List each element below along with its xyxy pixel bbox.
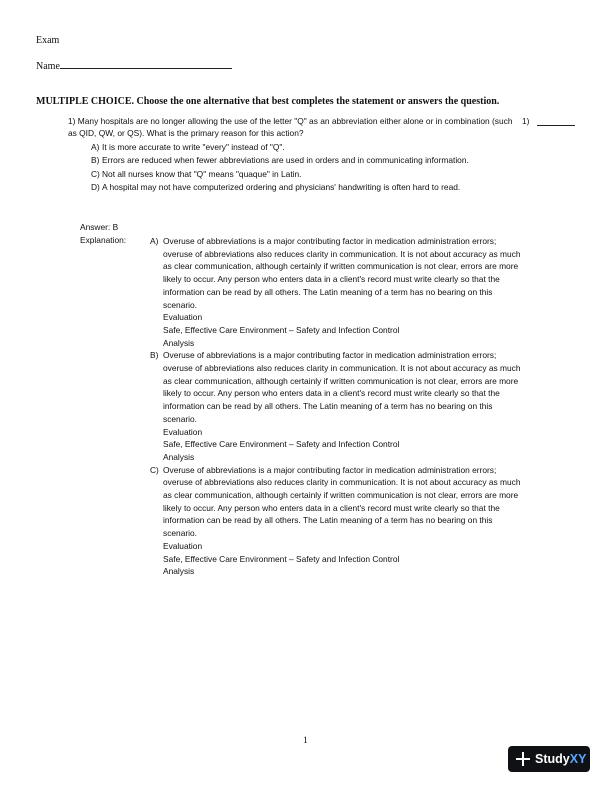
explanation-c bbox=[150, 464, 522, 578]
option-text: Not all nurses know that "Q" means "quaque" in Latin. bbox=[102, 168, 302, 179]
explanation-category: Safe, Effective Care Environment – Safety and Infection Control bbox=[163, 324, 400, 335]
option-text: It is more accurate to write "every" instead of "Q". bbox=[102, 142, 285, 152]
page-number: 1 bbox=[303, 736, 308, 746]
explanation-type: Analysis bbox=[163, 566, 195, 577]
explanation-type: Analysis bbox=[163, 337, 195, 348]
name-label: Name bbox=[36, 61, 60, 72]
answer-line bbox=[80, 222, 118, 232]
brand-name bbox=[535, 752, 586, 766]
explanation-label: Explanation: bbox=[80, 235, 127, 245]
answer-value: B bbox=[112, 222, 119, 232]
option-b bbox=[91, 155, 511, 167]
exam-label: Exam bbox=[36, 35, 60, 46]
question-1 bbox=[68, 116, 516, 139]
section-heading: MULTIPLE CHOICE. Choose the one alternative that best completes the statement or answers the question. bbox=[36, 96, 500, 107]
name-blank-line bbox=[60, 59, 232, 69]
option-letter: B) bbox=[91, 155, 100, 166]
explanations-list bbox=[150, 235, 522, 578]
explanation-letter: C) bbox=[150, 464, 159, 475]
explanation-level: Evaluation bbox=[163, 540, 203, 551]
option-letter: D) bbox=[91, 181, 100, 192]
answer-blank-line bbox=[537, 125, 575, 126]
option-text: Errors are reduced when fewer abbreviations are used in orders and in communicating information. bbox=[102, 155, 469, 166]
explanation-a bbox=[150, 235, 522, 349]
option-letter: C) bbox=[91, 168, 100, 179]
explanation-category: Safe, Effective Care Environment – Safety and Infection Control bbox=[163, 553, 400, 564]
option-d bbox=[91, 182, 511, 194]
brand-name-xy: XY bbox=[569, 752, 587, 766]
explanation-b bbox=[150, 349, 522, 463]
options-list bbox=[91, 142, 511, 195]
explanation-type: Analysis bbox=[163, 451, 195, 462]
explanation-letter: A) bbox=[150, 236, 159, 246]
name-field-row bbox=[36, 59, 232, 72]
studyxy-badge[interactable] bbox=[508, 746, 590, 772]
plus-icon bbox=[516, 752, 530, 766]
explanation-category: Safe, Effective Care Environment – Safety and Infection Control bbox=[163, 439, 400, 450]
question-text: Many hospitals are no longer allowing the use of the letter "Q" as an abbreviation either alone or in combination (such as QID, QW, or QS). What is the primary reason for this action? bbox=[68, 116, 513, 138]
explanation-level: Evaluation bbox=[163, 312, 203, 323]
explanation-letter: B) bbox=[150, 350, 159, 361]
explanation-level: Evaluation bbox=[163, 426, 203, 437]
option-a bbox=[91, 142, 511, 154]
answer-number-right: 1) bbox=[522, 116, 530, 126]
answer-label: Answer: bbox=[80, 222, 111, 232]
option-text: A hospital may not have computerized ordering and physicians' handwriting is often hard to read. bbox=[102, 181, 461, 192]
explanation-text: Overuse of abbreviations is a major contributing factor in medication administration errors; overuse of abbreviations also reduces clarity in communication. It is not about accuracy as much as clear communication, although certainly if written communication is not clear, errors are more likely to occur. Any person who enters data in a client's record must write clearly so that the information can be read by all others. The Latin meaning of a term has no bearing on this scenario. bbox=[163, 236, 521, 310]
option-c bbox=[91, 169, 511, 181]
brand-name-study: Study bbox=[535, 752, 570, 766]
option-letter: A) bbox=[91, 142, 100, 152]
explanation-text: Overuse of abbreviations is a major contributing factor in medication administration errors; overuse of abbreviations also reduces clarity in communication. It is not about accuracy as much as clear communication, although certainly if written communication is not clear, errors are more likely to occur. Any person who enters data in a client's record must write clearly so that the information can be read by all others. The Latin meaning of a term has no bearing on this scenario. bbox=[163, 464, 521, 539]
explanation-text: Overuse of abbreviations is a major contributing factor in medication administration errors; overuse of abbreviations also reduces clarity in communication. It is not about accuracy as much as clear communication, although certainly if written communication is not clear, errors are more likely to occur. Any person who enters data in a client's record must write clearly so that the information can be read by all others. The Latin meaning of a term has no bearing on this scenario. bbox=[163, 350, 521, 424]
question-number: 1) bbox=[68, 116, 76, 126]
